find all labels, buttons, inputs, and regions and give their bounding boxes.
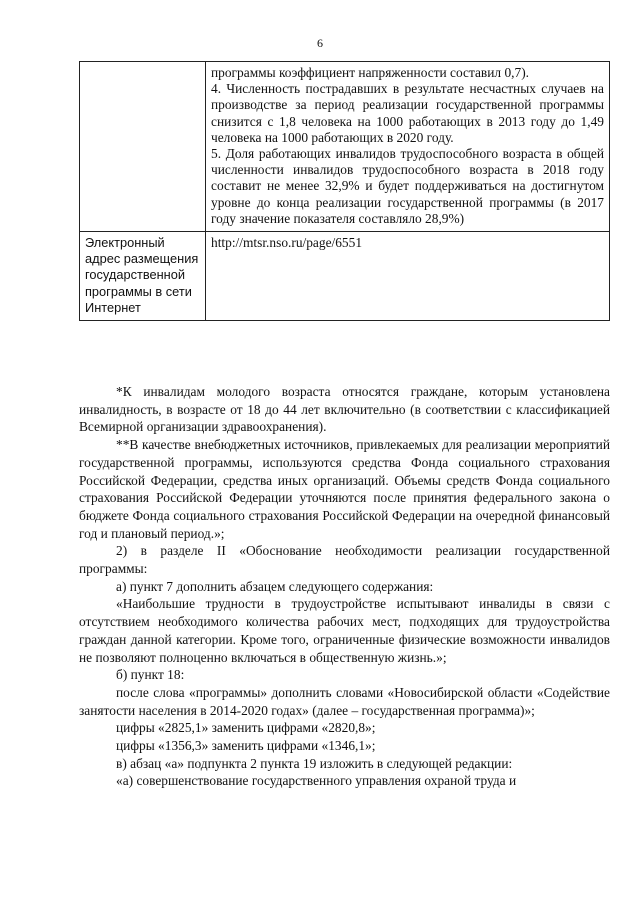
- section-2-amendment: 2) в разделе II «Обоснование необходимости реализации государственной программы:: [79, 543, 610, 577]
- program-passport-table: [79, 61, 610, 321]
- indicator-item-4: 4. Численность пострадавших в результате несчастных случаев на производстве за период реализации государственной программы снизится с 1,8 человека на 1000 работающих в 2013 году до 1,49 человека на 1000 работающих в 2020 году.: [211, 81, 604, 145]
- program-url: http://mtsr.nso.ru/page/6551: [206, 232, 610, 321]
- table-cell-label-internet-address: Электронный адрес размещения государственной программы в сети Интернет: [80, 232, 206, 321]
- table-row: [80, 62, 610, 232]
- page-number: 6: [317, 36, 323, 50]
- item-b-point-18: б) пункт 18:: [116, 667, 185, 683]
- indicator-text-continuation: программы коэффициент напряженности составил 0,7).: [211, 65, 529, 80]
- footnote-young-disabled: *К инвалидам молодого возраста относятся граждане, которым установлена инвалидность, в возрасте от 18 до 44 лет включительно (в соответствии с классификацией Всемирной организации здравоохранения).: [79, 384, 610, 435]
- indicator-item-5: 5. Доля работающих инвалидов трудоспособного возраста в общей численности инвалидов трудоспособного возраста в 2018 году составит не менее 32,9% и будет поддерживаться на достигнутом уровне до конца реализации государственной программы (в 2017 году значение показателя составляло 28,9%): [211, 146, 604, 226]
- footnote-extrabudgetary-sources: **В качестве внебюджетных источников, привлекаемых для реализации мероприятий государственной программы, используются средства Фонда социального страхования Российской Федерации, средства иных организаций. Объемы средств Фонда социального страхования Российской Федерации уточняются после принятия федерального закона о бюджете Фонда социального страхования Российской Федерации на очередной финансовый год и плановый период.»;: [79, 437, 610, 541]
- table-cell-indicators: [206, 62, 610, 232]
- table-row: [80, 232, 610, 321]
- table-cell-label-empty: [80, 62, 206, 232]
- amendment-figure-1356: цифры «1356,3» заменить цифрами «1346,1»;: [116, 738, 376, 754]
- amendment-figure-2825: цифры «2825,1» заменить цифрами «2820,8»;: [116, 720, 376, 736]
- quoted-paragraph-start: «а) совершенствование государственного управления охраной труда и: [116, 773, 517, 789]
- item-a-point-7: а) пункт 7 дополнить абзацем следующего содержания:: [116, 578, 434, 594]
- document-body: [79, 383, 610, 790]
- item-v-point-19: в) абзац «а» подпункта 2 пункта 19 изложить в следующей редакции:: [116, 755, 513, 771]
- amendment-after-word-program: после слова «программы» дополнить словами «Новосибирской области «Содействие занятости населения в 2014-2020 годах» (далее – государственная программа)»;: [79, 684, 610, 718]
- quoted-paragraph-employment-difficulties: «Наибольшие трудности в трудоустройстве испытывают инвалиды в связи с отсутствием необходимого количества рабочих мест, подходящих для трудоустройства граждан данной категории. Кроме того, ограниченные физические возможности инвалидов не позволяют полноценно включаться в общественную жизнь.»;: [79, 596, 610, 665]
